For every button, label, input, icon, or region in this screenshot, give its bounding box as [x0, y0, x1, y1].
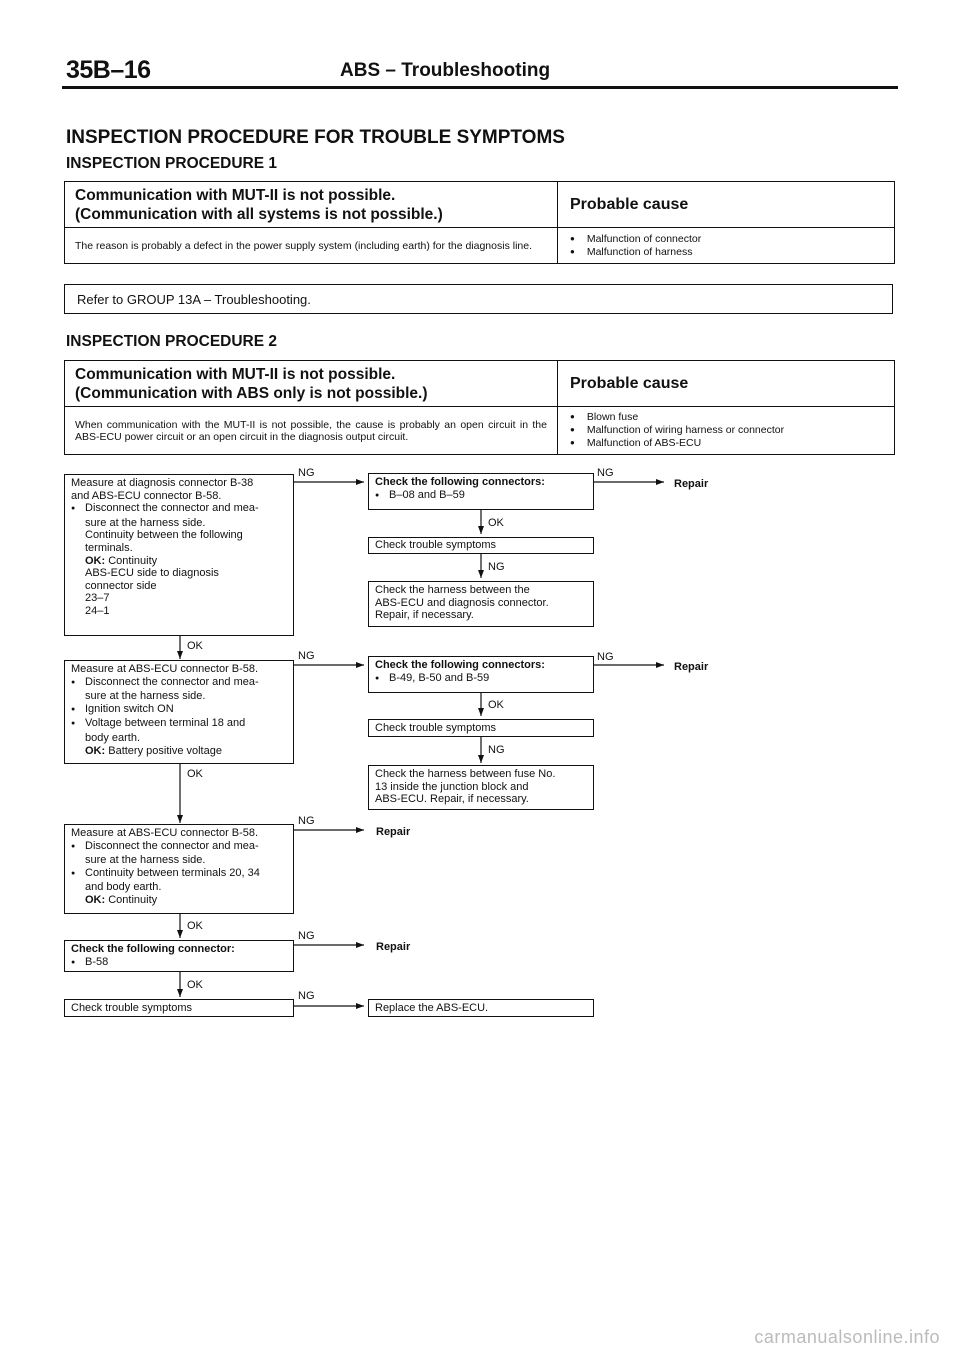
step-3-box: Measure at ABS-ECU connector B-58. ● Disconnect the connector and mea- sure at the harness side. ● Continuity between terminals 20, 34 and body earth. OK: Continuity [64, 824, 294, 914]
procedure-1-description: The reason is probably a defect in the power supply system (including earth) for the diagnosis line. [65, 228, 558, 264]
ng-label: NG [597, 651, 614, 663]
trouble-symptoms-2-box: Check trouble symptoms [368, 719, 594, 737]
ng-label: NG [298, 990, 315, 1002]
step-1-box: Measure at diagnosis connector B-38 and ABS-ECU connector B-58. ● Disconnect the connector and mea- sure at the harness side. Continuity between the following terminals. OK: Continuity ABS-ECU side to diagnosis connector side 23–7 24–1 [64, 474, 294, 636]
procedure-1-cause-head: Probable cause [558, 182, 895, 228]
footer-watermark: carmanualsonline.info [754, 1327, 940, 1347]
harness-check-2-box: Check the harness between fuse No. 13 inside the junction block and ABS-ECU. Repair, if necessary. [368, 765, 594, 810]
repair-label: Repair [674, 478, 709, 490]
procedure-1-symptom: Communication with MUT-II is not possible. (Communication with all systems is not possible.) [65, 182, 558, 228]
trouble-symptoms-1-box: Check trouble symptoms [368, 537, 594, 554]
ng-label: NG [298, 650, 315, 662]
procedure-2-title: INSPECTION PROCEDURE 2 [66, 333, 278, 350]
procedure-2-symptom: Communication with MUT-II is not possible. (Communication with ABS only is not possible.) [65, 361, 558, 407]
step-4-box: Check the following connector: ● B-58 [64, 940, 294, 972]
page-number: 35B–16 [66, 56, 151, 84]
ok-label: OK [187, 979, 203, 991]
procedure-2-cause-head: Probable cause [558, 361, 895, 407]
ng-label: NG [488, 744, 505, 756]
ng-label: NG [298, 930, 315, 942]
step-2-box: Measure at ABS-ECU connector B-58. ● Disconnect the connector and mea- sure at the harness side. ● Ignition switch ON ● Voltage between terminal 18 and body earth. OK: Battery positive voltage [64, 660, 294, 764]
procedure-1-causes: ● Malfunction of connector ● Malfunction of harness [558, 228, 895, 264]
repair-label: Repair [674, 661, 709, 673]
main-title: INSPECTION PROCEDURE FOR TROUBLE SYMPTOMS [66, 127, 565, 148]
ok-label: OK [488, 517, 504, 529]
ok-label: OK [187, 920, 203, 932]
ng-label: NG [298, 815, 315, 827]
replace-ecu-box: Replace the ABS-ECU. [368, 999, 594, 1017]
connector-check-1-box: Check the following connectors: ● B–08 and B–59 [368, 473, 594, 510]
ok-label: OK [187, 768, 203, 780]
procedure-1-title: INSPECTION PROCEDURE 1 [66, 155, 278, 172]
section-title: ABS – Troubleshooting [340, 60, 551, 81]
procedure-1-reference: Refer to GROUP 13A – Troubleshooting. [64, 284, 893, 314]
procedure-2-description: When communication with the MUT-II is not possible, the cause is probably an open circuit in the ABS-ECU power circuit or an open circuit in the diagnosis output circuit. [65, 407, 558, 455]
ng-label: NG [298, 467, 315, 479]
ok-label: OK [488, 699, 504, 711]
step-5-box: Check trouble symptoms [64, 999, 294, 1017]
harness-check-1-box: Check the harness between the ABS-ECU and diagnosis connector. Repair, if necessary. [368, 581, 594, 627]
repair-label: Repair [376, 826, 411, 838]
ng-label: NG [488, 561, 505, 573]
ng-label: NG [597, 467, 614, 479]
connector-check-2-box: Check the following connectors: ● B-49, B-50 and B-59 [368, 656, 594, 693]
repair-label: Repair [376, 941, 411, 953]
ok-label: OK [187, 640, 203, 652]
procedure-2-causes: ● Blown fuse ● Malfunction of wiring harness or connector ● Malfunction of ABS-ECU [558, 407, 895, 455]
